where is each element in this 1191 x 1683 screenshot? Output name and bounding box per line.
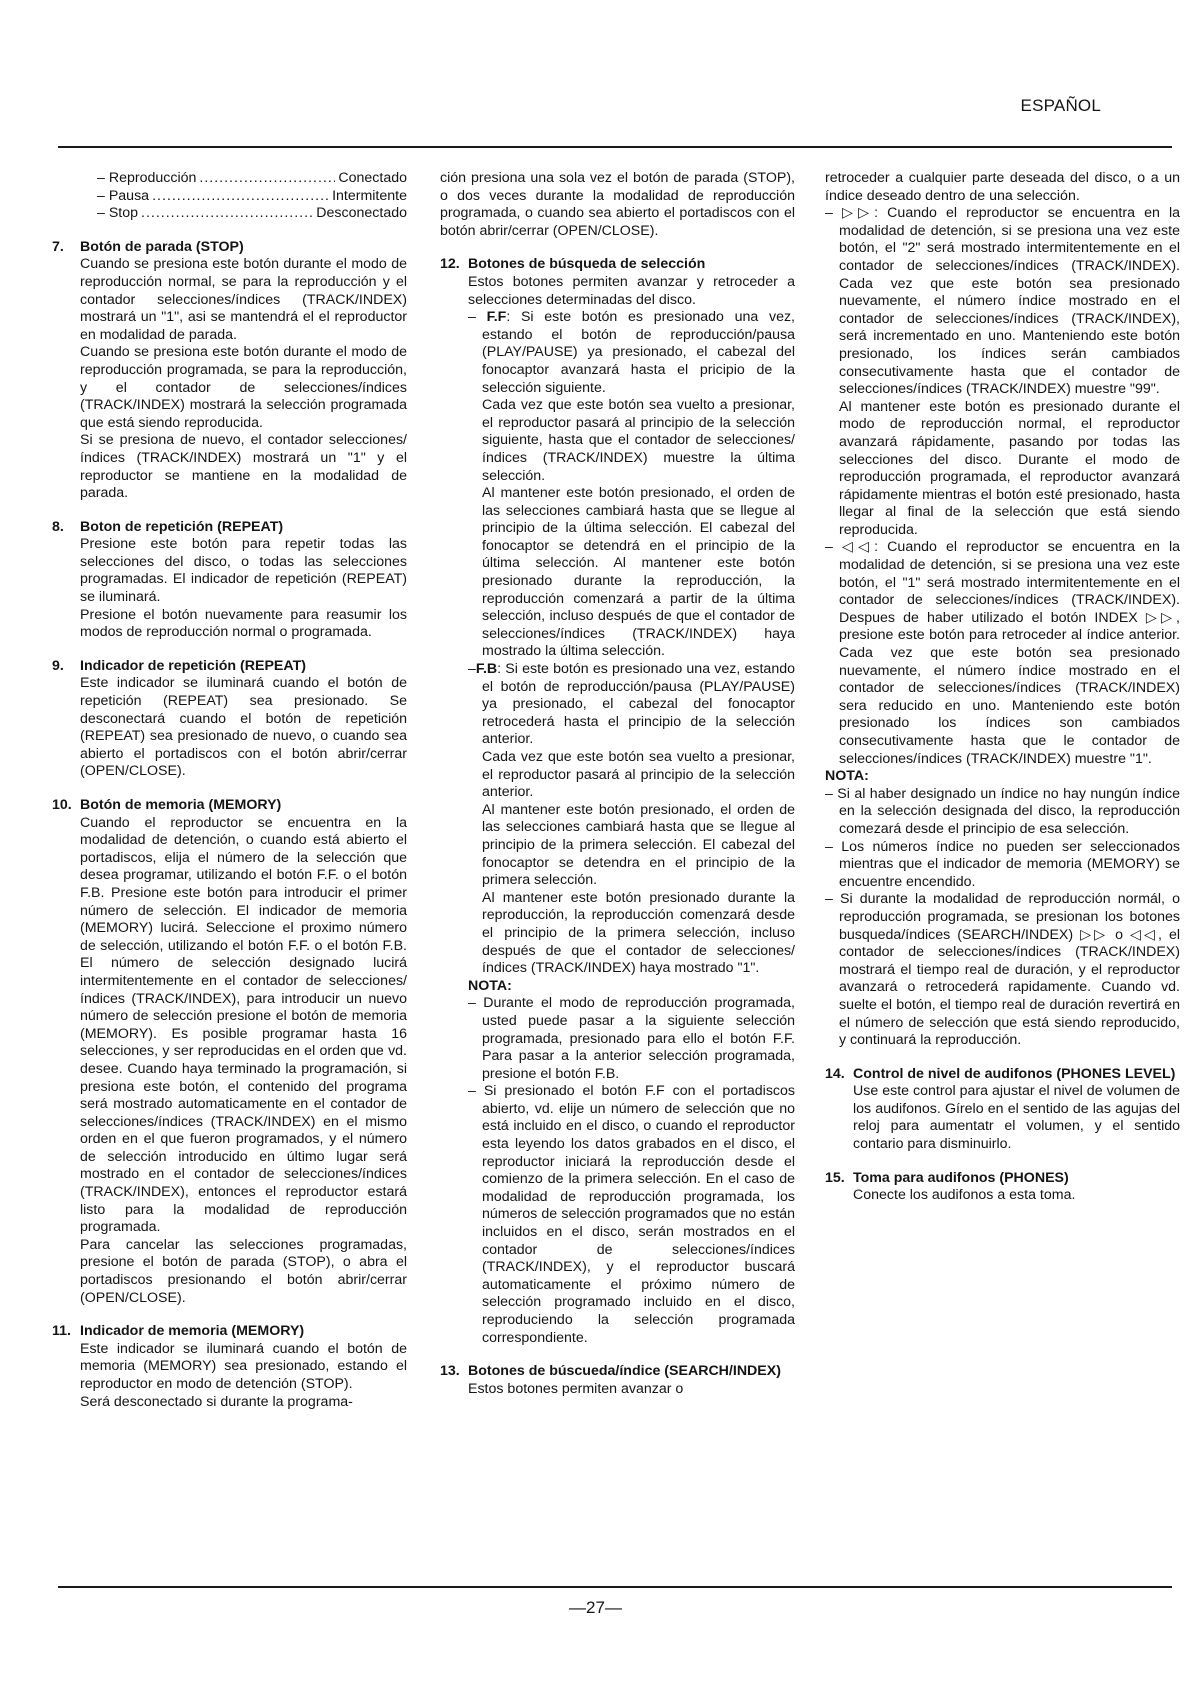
ff-label: F.F <box>486 309 507 326</box>
section-12-selection-search <box>440 256 795 1347</box>
section-9-repeat-indicator <box>52 658 407 781</box>
paragraph: Este indicador se iluminará cuando el botón de repetición (REPEAT) sea presionado. Se desconectará cuando el botón de repetición (REPEAT) sea presionado de nuevo, o cuando sea abierto el portadiscos con el botón abrir/cerrar (OPEN/CLOSE). <box>80 675 407 780</box>
language-label: ESPAÑOL <box>1020 96 1101 115</box>
paragraph: Será desconectado si durante la programa- <box>80 1393 353 1410</box>
status-row: – Pausa ..... Intermitente <box>97 188 407 206</box>
section-7-stop-button <box>52 239 407 503</box>
section-heading: 7. Botón de parada (STOP) <box>52 238 244 255</box>
note-item: – Si al haber designado un índice no hay nungún índice en la selección designada del disco, la reproducción comezará desde el principio de esa selección. <box>825 785 1180 837</box>
section-heading: 9. Indicador de repetición (REPEAT) <box>52 657 306 674</box>
note-heading: NOTA: <box>825 768 869 785</box>
section-11-memory-indicator <box>52 1323 407 1411</box>
rewind-item: – ◁◁: Cuando el reproductor se encuentra en la modalidad de detención, si se presiona una vez este botón, el "1" será mostrado intermitentemente en el contador de selecciones/índices (TRACK/INDEX). Despues de haber utilizado el botón INDEX ▷▷, presione este botón para retroceder al índice anterior. Cada vez que este botón sea presionado nuevamente, el número índice mostrado en el contador de selecciones/índices (TRACK/INDEX) sera reducido en uno. Manteniendo este botón presionado los índices son cambiados consecutivamente hasta que le contador de selecciones/índices (TRACK/INDEX) muestre "1". <box>825 539 1180 767</box>
column-1 <box>52 170 407 1411</box>
status-row: – Reproducción ..... Conectado <box>97 170 407 188</box>
paragraph: Si se presiona de nuevo, el contador selecciones/índices (TRACK/INDEX) mostrará un "1" y el reproductor se mantiene en la modalidad de parada. <box>80 432 407 502</box>
paragraph: Para cancelar las selecciones programadas, presione el botón de parada (STOP), o abra el portadiscos presionando el botón abrir/cerrar (OPEN/CLOSE). <box>80 1236 407 1306</box>
section-heading: 10. Botón de memoria (MEMORY) <box>52 797 282 813</box>
paragraph: Estos botones permiten avanzar o <box>468 1380 684 1397</box>
paragraph: ción presiona una sola vez el botón de parada (STOP), o dos veces durante la modalidad de reproducción programada, o cuando sea abierto el portadiscos con el botón abrir/cerrar (OPEN/CLOSE). <box>440 170 795 239</box>
footer-rule <box>58 1586 1172 1588</box>
paragraph: Estos botones permiten avanzar y retroceder a selecciones determinadas del disco. <box>468 273 795 308</box>
section-heading: 15. Toma para audifonos (PHONES) <box>825 1169 1069 1186</box>
section-heading: 8. Boton de repetición (REPEAT) <box>52 518 284 535</box>
note-item: – Si presionado el botón F.F con el portadiscos abierto, vd. elije un número de selección que no está incluido en el disco, o cuando el reproductor esta leyendo los datos grabados en el disco, el reproductor iniciará la reproducción desde el comienzo de la primera selección. En el caso de modalidad de reproducción programada, los números de selección programados que no están incluidos en el disco, serán mostrados en el contador de selecciones/índices (TRACK/INDEX), y el reproductor buscará automaticamente el próximo número de selección programado incluido en el disco, reproduciendo la selección programada correspondiente. <box>468 1083 795 1346</box>
paragraph: Al mantener este botón presionado durante la reproducción, la reproducción comenzará desde el principio de la primera selección, incluso después de que el contador de selecciones/índices (TRACK/INDEX) haya mostrado "1". <box>482 889 795 977</box>
column-3 <box>825 170 1180 1205</box>
status-list <box>52 170 407 223</box>
note-item: – Durante el modo de reproducción programada, usted puede pasar a la siguiente selección programada, presionado para ello el botón F.F. Para pasar a la anterior selección programada, presione el botón F.B. <box>468 995 795 1082</box>
paragraph: Al mantener este botón presionado, el orden de las selecciones cambiará hasta que se llegue al principio de la primera selección. El cabezal del fonocaptor se detendra en el principio de la primera selección. <box>482 801 795 889</box>
paragraph: Cuando se presiona este botón durante el modo de reproducción normal, se para la reproducción y el contador selecciones/índices (TRACK/INDEX) mostrará un "1", asi se mantendrá el el reproductor en modalidad de parada. <box>80 256 407 343</box>
note-item: – Si durante la modalidad de reproducción normál, o reproducción programada, se presionan los botones busqueda/índices (SEARCH/INDEX) ▷▷ o ◁◁, el contador de selecciones/índices (TRACK/INDEX) mostrará el tiempo real de duración, y el reproductor avanzará o retrocederá rapidamente. Cuando vd. suelte el botón, el tiempo real de duración revertirá en el número de selección que está siendo reproducido, y continuará la reproducción. <box>825 891 1180 1049</box>
note-heading: NOTA: <box>468 977 512 994</box>
column-2 <box>440 170 795 1398</box>
status-row: – Stop ..... Desconectado <box>97 205 407 223</box>
section-heading: 11. Indicador de memoria (MEMORY) <box>52 1323 305 1340</box>
paragraph: Al mantener este botón presionado, el orden de las selecciones cambiará hasta que se llegue al principio de la última selección. El cabezal del fonocaptor se detendrá en el principio de la última selección. Al mantener este botón presionado durante la reproducción, la reproducción comenzará a partir de la última selección, incluso después de que el contador de selecciones/índices (TRACK/INDEX) haya mostrado la última selección. <box>482 485 795 660</box>
paragraph: Use este control para ajustar el nivel de volumen de los audifonos. Gírelo en el sentido de las agujas del reloj para aumentatr el volumen, y el sentido contario para disminuirlo. <box>853 1083 1180 1153</box>
fb-label: F.B <box>475 661 498 678</box>
section-15-phones-jack <box>825 1170 1180 1205</box>
fb-item: –F.B: Si este botón es presionado una vez, estando el botón de reproducción/pausa (PLAY/PAUSE) ya presionado, el cabezal del fonocaptor retrocederá hasta el principio de la selección anterior. Cada vez que este botón sea vuelto a presionar, el reproductor pasará al principio de la selección anterior. Al mantener este botón presionado, el orden de las selecciones cambiará hasta que se llegue al principio de la primera selección. El cabezal del fonocaptor se detendra en el principio de la primera selección. Al mantener este botón presionado durante la reproducción, la reproducción comenzará desde el principio de la primera selección, incluso después de que el contador de selecciones/índices (TRACK/INDEX) haya mostrado "1". <box>468 661 795 977</box>
paragraph: Cada vez que este botón sea vuelto a presionar, el reproductor pasará al principio de la selección siguiente, hasta que el contador de selecciones/índices (TRACK/INDEX) muestre la última selección. <box>482 397 795 484</box>
paragraph: Conecte los audifonos a esta toma. <box>853 1187 1076 1204</box>
page-number: —27— <box>569 1598 622 1617</box>
section-14-phones-level <box>825 1066 1180 1154</box>
paragraph: Cuando el reproductor se encuentra en la modalidad de detención, o cuando está abierto el portadiscos, elija el número de la selección que desea programar, utilizando el botón F.F. o el botón F.B. Presione este botón para introducir el primer número de selección. El indicador de memoria (MEMORY) lucirá. Seleccione el proximo número de selección, utilizando el botón F.F. o el botón F.B. El número de selección designado lucirá intermitentemente en el contador de selecciones/índices (TRACK/INDEX), para introducir un nuevo número de selección presione el botón de memoria (MEMORY). Es posible programar hasta 16 selecciones, y ser reproducidas en el orden que vd. desee. Cuando haya terminado la programación, si presiona este botón, el contenido del programa será mostrado automaticamente en el contador de selecciones/índices (TRACK/INDEX) en el mismo orden en el que fueron programados, y el número de selección introducido en último lugar será mostrado en el contador de selecciones/índices (TRACK/INDEX), entonces el reproductor estará listo para la modalidad de reproducción programada. <box>80 814 407 1236</box>
section-8-repeat-button <box>52 519 407 642</box>
forward-item: – ▷▷: Cuando el reproductor se encuentra en la modalidad de detención, si se presiona una vez este botón, el "2" será mostrado intermitentemente en el contador de selecciones/índices (TRACK/INDEX). Cada vez que este botón sea presionado nuevamente, el número índice mostrado en el contador de selecciones/índices (TRACK/INDEX), será incrementado en uno. Manteniendo este botón presionado, los índices serán cambiados consecutivamente hasta que el contador de selecciones/índices (TRACK/INDEX) muestre "99". <box>825 205 1180 398</box>
section-heading: 14. Control de nivel de audifonos (PHONES LEVEL) <box>825 1065 1176 1082</box>
paragraph: Presione este botón para repetir todas las selecciones del disco, o todas las selecciones programadas. El indicador de repetición (REPEAT) se iluminará. <box>80 536 407 606</box>
header-rule <box>58 146 1172 148</box>
paragraph: Cada vez que este botón sea vuelto a presionar, el reproductor pasará al principio de la selección anterior. <box>482 749 795 801</box>
section-heading: 13. Botones de búscueda/índice (SEARCH/INDEX) <box>440 1363 781 1380</box>
paragraph: retroceder a cualquier parte deseada del disco, o a un índice deseado dentro de una selección. <box>825 170 1180 204</box>
section-heading: 12. Botones de búsqueda de selección <box>440 256 706 273</box>
paragraph: Presione el botón nuevamente para reasumir los modos de reproducción normal o programada. <box>80 606 407 641</box>
ff-item: – F.F: Si este botón es presionado una vez, estando el botón de reproducción/pausa (PLAY/PAUSE) ya presionado, el cabezal del fonocaptor avanzará hasta el pricipio de la selección siguiente. Cada vez que este botón sea vuelto a presionar, el reproductor pasará al principio de la selección siguiente, hasta que el contador de selecciones/índices (TRACK/INDEX) muestre la última selección. Al mantener este botón presionado, el orden de las selecciones cambiará hasta que se llegue al principio de la última selección. El cabezal del fonocaptor se detendrá en el principio de la última selección. Al mantener este botón presionado durante la reproducción, la reproducción comenzará a partir de la última selección, incluso después de que el contador de selecciones/índices (TRACK/INDEX) haya mostrado la última selección. <box>468 309 795 660</box>
section-10-memory-button <box>52 797 407 1307</box>
paragraph: Al mantener este botón es presionado durante el modo de reproducción normal, el reproductor avanzará rápidamente, pasando por todas las selecciones del disco. Durante el modo de reproducción programada, el reproductor avanzará rápidamente mientras el botón esté presionado, hasta llegar al final de la selección que está siendo reproducida. <box>839 398 1180 538</box>
note-item: – Los números índice no pueden ser seleccionados mientras que el indicador de memoria (MEMORY) se encuentre encendido. <box>825 838 1180 890</box>
section-13-search-index <box>440 1363 795 1398</box>
paragraph: Este indicador se iluminará cuando el botón de memoria (MEMORY) sea presionado, estando el reproductor en modo de detención (STOP). <box>80 1340 407 1392</box>
paragraph: Cuando se presiona este botón durante el modo de reproducción programada, se para la reproducción, y el contador de selecciones/índices (TRACK/INDEX) mostrará la selección programada que está siendo reproducida. <box>80 344 407 431</box>
